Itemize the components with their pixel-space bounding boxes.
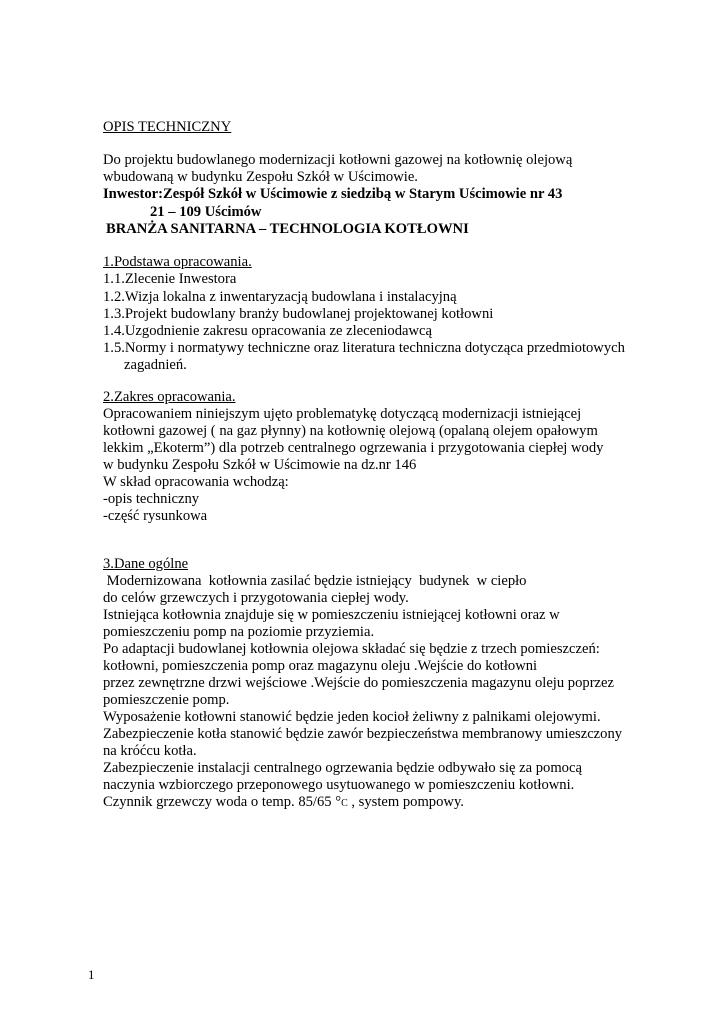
section-3-line: Istniejąca kotłownia znajduje się w pomieszczeniu istniejącej kotłowni oraz w: [103, 607, 560, 623]
section-3-line: naczynia wzbiorczego przeponowego usytuowanego w pomieszczeniu kotłowni.: [103, 777, 575, 793]
intro-line-2: wbudowaną w budynku Zespołu Szkół w Uścimowie.: [103, 169, 418, 185]
section-1-continuation: zagadnień.: [124, 357, 187, 373]
section-1-item: 1.1.Zlecenie Inwestora: [103, 271, 237, 287]
section-3-line: do celów grzewczych i przygotowania ciepłej wody.: [103, 590, 409, 606]
section-3-line: pomieszczenie pomp.: [103, 692, 230, 708]
intro-line-1: Do projektu budowlanego modernizacji kotłowni gazowej na kotłownię olejową: [103, 152, 573, 168]
section-2-heading: 2.Zakres opracowania.: [103, 389, 236, 405]
section-2-line: w budynku Zespołu Szkół w Uścimowie na dz.nr 146: [103, 457, 417, 473]
section-3-line: przez zewnętrzne drzwi wejściowe .Wejście do pomieszczenia magazynu oleju poprzez: [103, 675, 614, 691]
section-3-line: Po adaptacji budowlanej kotłownia olejowa składać się będzie z trzech pomieszczeń:: [103, 641, 600, 657]
page-number: 1: [88, 967, 95, 982]
section-2-line: -część rysunkowa: [103, 508, 208, 524]
section-3-line: Wyposażenie kotłowni stanowić będzie jeden kocioł żeliwny z palnikami olejowymi.: [103, 709, 601, 725]
investor-line-2: 21 – 109 Uścimów: [150, 204, 262, 220]
section-1-item: 1.2.Wizja lokalna z inwentaryzacją budowlana i instalacyjną: [103, 289, 457, 305]
section-3-line: pomieszczeniu pomp na poziomie przyziemia.: [103, 624, 375, 640]
section-3-last-line: [103, 795, 464, 810]
section-2-line: Opracowaniem niniejszym ujęto problematykę dotyczącą modernizacji istniejącej: [103, 406, 582, 422]
section-1-item: 1.4.Uzgodnienie zakresu opracowania ze zleceniodawcą: [103, 323, 433, 339]
section-3-line: Zabezpieczenie instalacji centralnego ogrzewania będzie odbywało się za pomocą: [103, 760, 582, 776]
section-2-line: W skład opracowania wchodzą:: [103, 474, 289, 490]
section-1-heading: 1.Podstawa opracowania.: [103, 254, 252, 270]
branch-heading: BRANŻA SANITARNA – TECHNOLOGIA KOTŁOWNI: [106, 221, 469, 237]
section-3-line: na króćcu kotła.: [103, 743, 197, 759]
system-text: , system pompowy.: [347, 794, 464, 810]
section-2-line: -opis techniczny: [103, 491, 200, 507]
section-3-line: Zabezpieczenie kotła stanowić będzie zawór bezpieczeństwa membranowy umieszczony: [103, 726, 623, 742]
section-3-heading: 3.Dane ogólne: [103, 556, 189, 572]
section-3-line: kotłowni, pomieszczenia pomp oraz magazynu oleju .Wejście do kotłowni: [103, 658, 538, 674]
section-2-line: lekkim „Ekoterm”) dla potrzeb centralnego ogrzewania i przygotowania ciepłej wody: [103, 440, 604, 456]
doc-title: OPIS TECHNICZNY: [103, 119, 232, 135]
section-3-line: Modernizowana kotłownia zasilać będzie istniejący budynek w ciepło: [103, 573, 527, 589]
section-1-item: 1.5.Normy i normatywy techniczne oraz literatura techniczna dotycząca przedmiotowych: [103, 340, 625, 356]
section-1-item: 1.3.Projekt budowlany branży budowlanej projektowanej kotłowni: [103, 306, 494, 322]
temperature-text: Czynnik grzewczy woda o temp. 85/65 °: [103, 794, 342, 810]
investor-line-1: Inwestor:Zespół Szkół w Uścimowie z siedzibą w Starym Uścimowie nr 43: [103, 186, 563, 202]
temperature-unit: C: [341, 798, 348, 809]
section-2-line: kotłowni gazowej ( na gaz płynny) na kotłownię olejową (opalaną olejem opałowym: [103, 423, 598, 439]
